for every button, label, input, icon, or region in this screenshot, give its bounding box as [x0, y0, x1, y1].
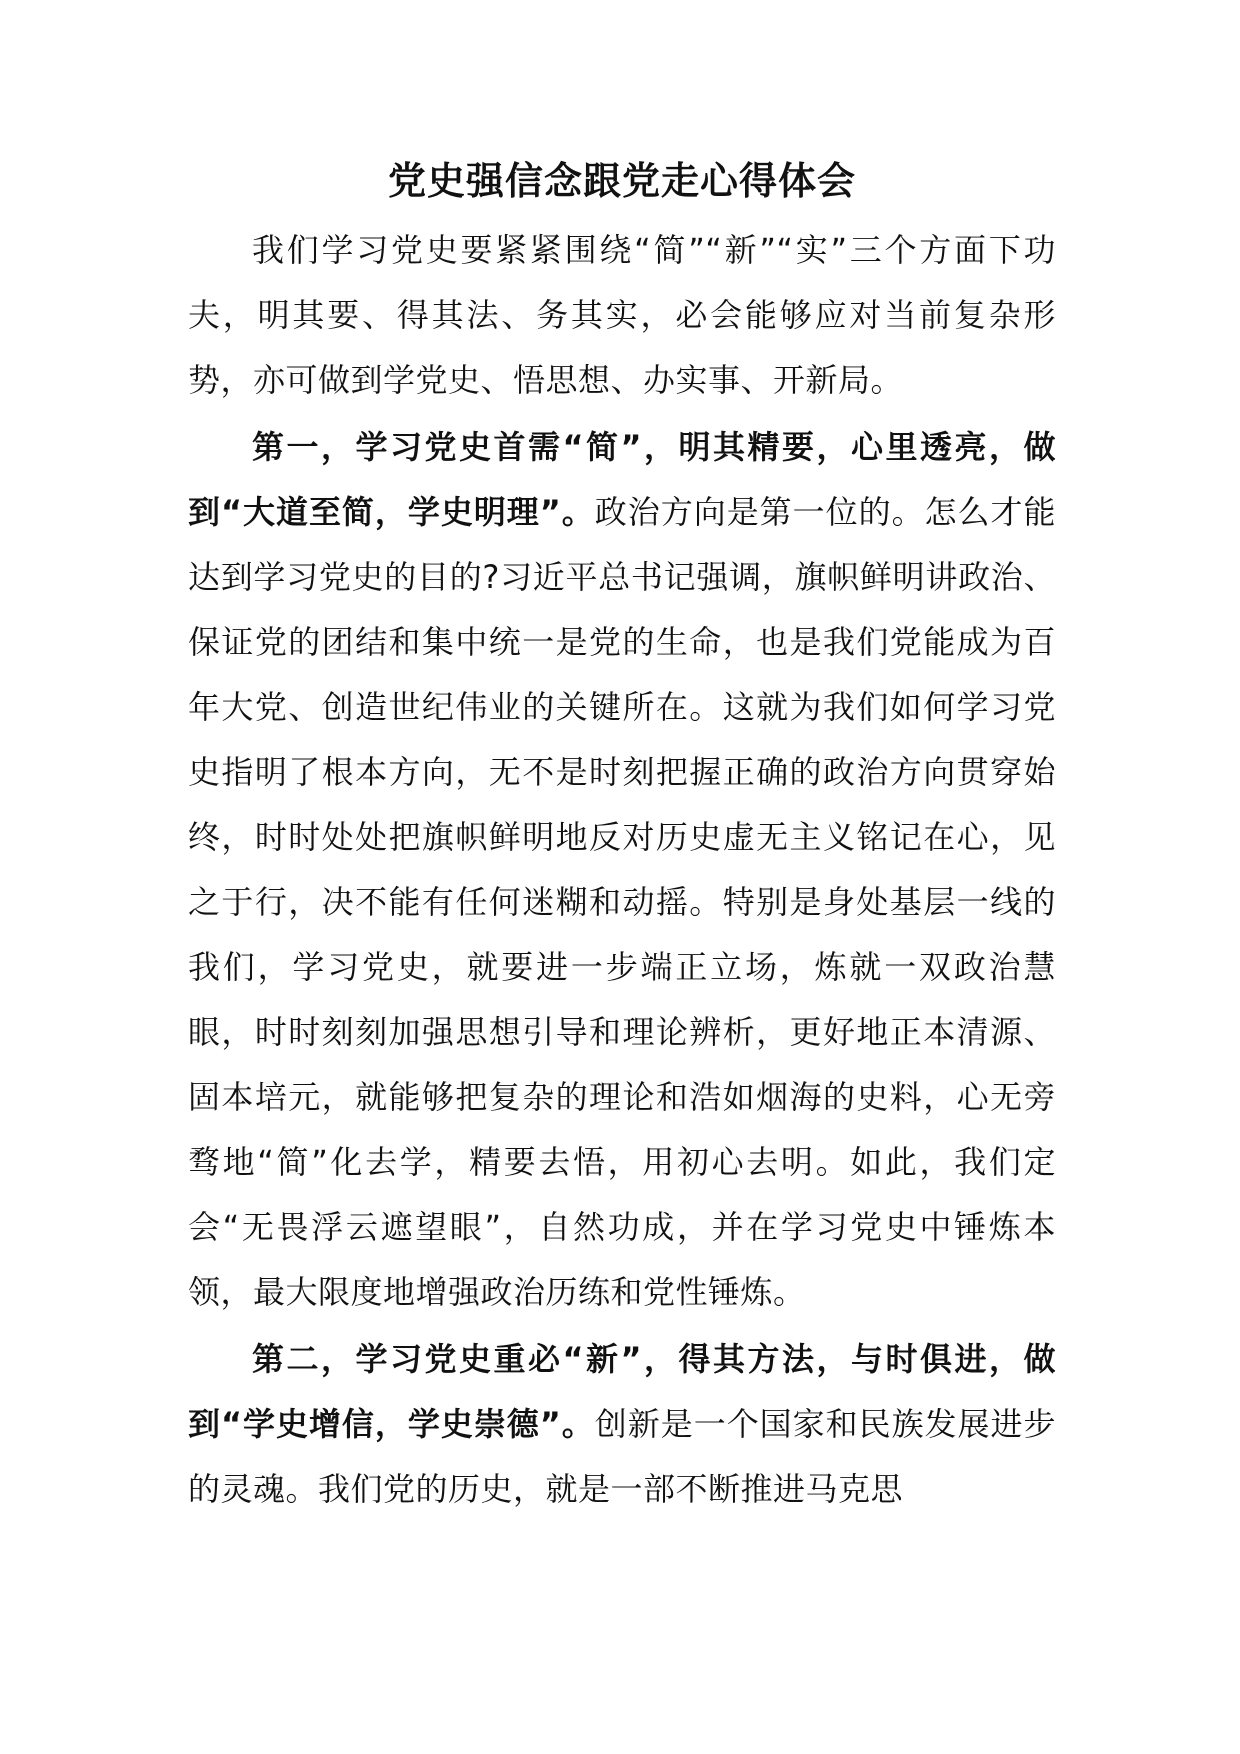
section-one-body: 政治方向是第一位的。怎么才能达到学习党史的目的?习近平总书记强调，旗帜鲜明讲政治、保证党的团结和集中统一是党的生命，也是我们党能成为百年大党、创造世纪伟业的关键所在。这就为我们如何学习党史指明了根本方向，无不是时刻把握正确的政治方向贯穿始终，时时处处把旗帜鲜明地反对历史虚无主义铭记在心，见之于行，决不能有任何迷糊和动摇。特别是身处基层一线的我们，学习党史，就要进一步端正立场，炼就一双政治慧眼，时时刻刻加强思想引导和理论辨析，更好地正本清源、固本培元，就能够把复杂的理论和浩如烟海的史料，心无旁骛地“简”化去学，精要去悟，用初心去明。如此，我们定会“无畏浮云遮望眼”，自然功成，并在学习党史中锤炼本领，最大限度地增强政治历练和党性锤炼。	[188, 493, 1056, 1311]
intro-paragraph: 我们学习党史要紧紧围绕“简”“新”“实”三个方面下功夫，明其要、得其法、务其实，必会能够应对当前复杂形势，亦可做到学党史、悟思想、办实事、开新局。	[188, 231, 1056, 399]
section-two-body: 创新是一个国家和民族发展进步的灵魂。我们党的历史，就是一部不断推进马克思	[188, 1405, 1056, 1508]
section-one-paragraph	[188, 415, 1056, 1325]
document-title: 党史强信念跟党走心得体会	[387, 159, 856, 203]
section-two-lead: 第二，学习党史重必“新”，得其方法，与时俱进，做到“学史增信，学史崇德”。	[188, 1340, 1056, 1443]
section-two-paragraph	[188, 1327, 1056, 1522]
document-page	[188, 150, 1056, 1522]
section-one-lead: 第一，学习党史首需“简”，明其精要，心里透亮，做到“大道至简，学史明理”。	[188, 428, 1056, 531]
